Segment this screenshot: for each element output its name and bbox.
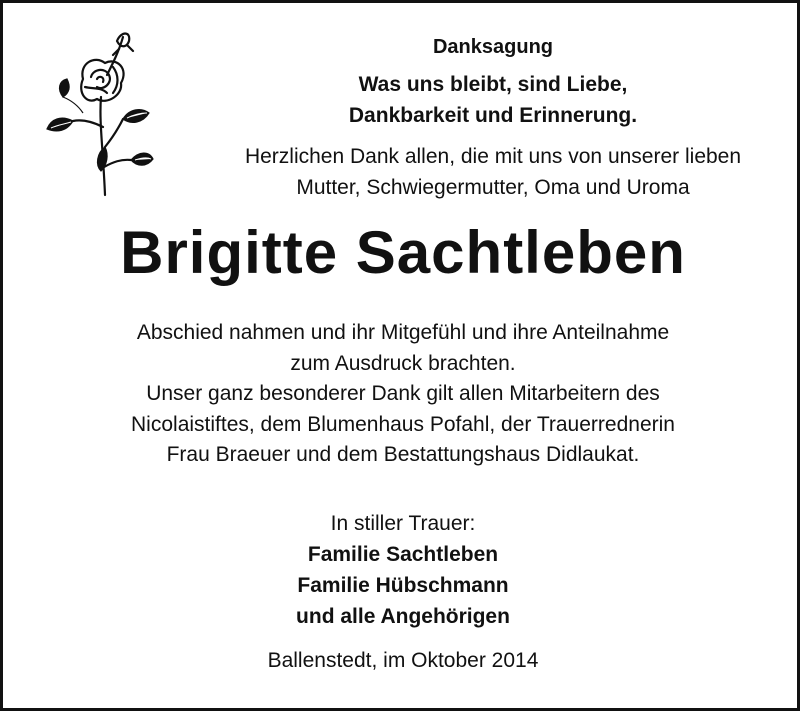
- signature-block: [3, 508, 800, 632]
- intro-line: Herzlichen Dank allen, die mit uns von unserer lieben: [244, 145, 742, 168]
- header-block: [203, 33, 783, 203]
- intro-line: Mutter, Schwiegermutter, Oma und Uroma: [296, 176, 690, 199]
- body-line: Frau Braeuer und dem Bestattungshaus Didlaukat.: [166, 443, 640, 466]
- body-line: Nicolaistiftes, dem Blumenhaus Pofahl, der Trauerrednerin: [131, 412, 675, 436]
- signatory: Familie Hübschmann: [297, 574, 509, 597]
- signatory: und alle Angehörigen: [296, 605, 510, 628]
- body-line: zum Ausdruck brachten.: [290, 351, 516, 375]
- place-date: Ballenstedt, im Oktober 2014: [267, 649, 539, 672]
- signature-intro: In stiller Trauer:: [330, 512, 476, 535]
- body-line: Abschied nahmen und ihr Mitgefühl und ihre Anteilnahme: [136, 321, 670, 344]
- notice-heading: Danksagung: [432, 36, 554, 58]
- quote-line: Dankbarkeit und Erinnerung.: [348, 104, 638, 127]
- thanks-body: [3, 318, 800, 471]
- quote: [203, 69, 783, 131]
- deceased-name: Brigitte Sachtleben: [120, 219, 686, 286]
- quote-line: Was uns bleibt, sind Liebe,: [358, 73, 628, 96]
- signatory: Familie Sachtleben: [307, 543, 499, 566]
- intro-text: [203, 141, 783, 203]
- rose-icon: [43, 27, 155, 197]
- body-line: Unser ganz besonderer Dank gilt allen Mitarbeitern des: [146, 382, 660, 405]
